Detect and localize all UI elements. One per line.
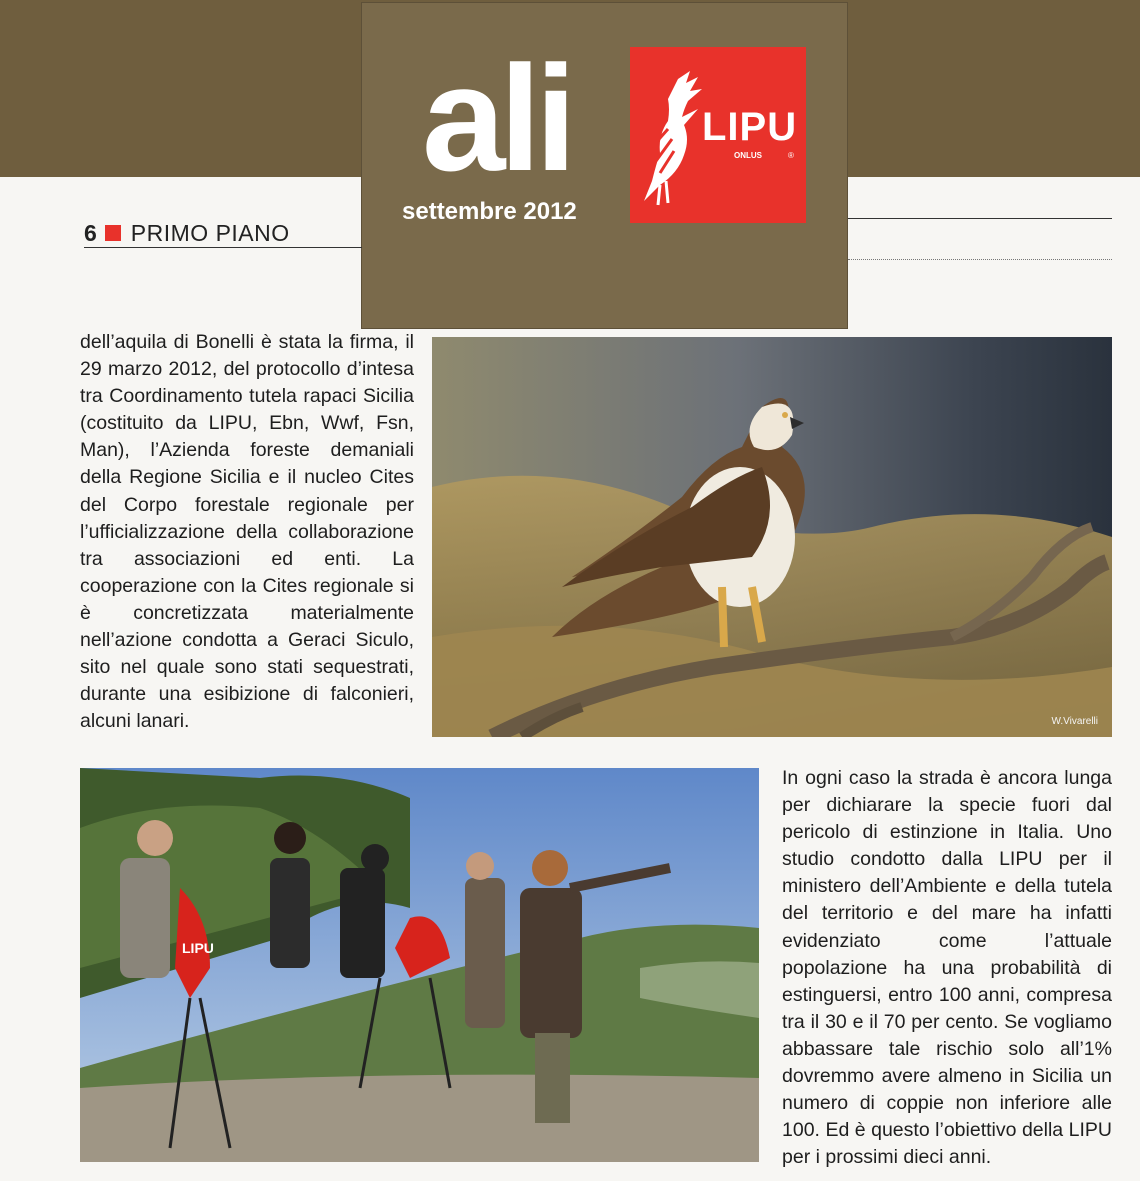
eagle-photo: [432, 337, 1112, 737]
registered-mark: ®: [788, 151, 794, 160]
masthead: [362, 3, 847, 328]
lipu-logo: [630, 47, 806, 223]
page-number: 6: [84, 219, 97, 246]
flag-text: LIPU: [182, 940, 214, 956]
header-rule-left: [84, 247, 362, 248]
article-column-1: [80, 329, 414, 735]
header-rule-right-dotted: [848, 259, 1112, 260]
eagle-illustration: [432, 337, 1112, 737]
logo-text: LIPU: [702, 105, 798, 149]
issue-date: settembre 2012: [402, 198, 577, 225]
article-paragraph: dell’aquila di Bonelli è stata la firma, il 29 marzo 2012, del protocollo d’intesa tra Coordinamento tutela rapaci Sicilia (costituito da LIPU, Ebn, Wwf, Fsn, Man), l’Azienda foreste demaniali della Regione Sicilia e il nucleo Cites del Corpo forestale regionale per l’ufficializzazione della collaborazione tra associazioni ed enti. La cooperazione con la Cites regionale si è concretizzata materialmente nell’azione condotta a Geraci Siculo, sito nel quale sono stati sequestrati, durante una esibizione di falconieri, alcuni lanari.: [80, 331, 414, 733]
red-square-icon: [105, 225, 121, 241]
section-header: [84, 220, 290, 246]
section-label: PRIMO PIANO: [130, 219, 290, 246]
photo-credit: W.Vivarelli: [1051, 716, 1098, 727]
magazine-title: ali: [422, 34, 571, 202]
article-paragraph: In ogni caso la strada è ancora lunga per dichiarare la specie fuori dal pericolo di estinzione in Italia. Uno studio condotto dalla LIPU per il ministero dell’Ambiente e della tutela del territorio e del mare ha infatti evidenziato come l’attuale popolazione ha una probabilità di estinguersi, entro 100 anni, compresa tra il 30 e il 70 per cento. Se vogliamo abbassare tale rischio solo all’1% dovremmo avere almeno in Sicilia un numero di coppie non inferiore alle 100. Ed è questo l’obiettivo della LIPU per i prossimi dieci anni.: [782, 767, 1112, 1169]
birdwatchers-photo: [80, 768, 759, 1162]
article-column-2: [782, 765, 1112, 1171]
birdwatchers-illustration: [80, 768, 759, 1162]
logo-subtext: ONLUS: [734, 151, 762, 160]
header-rule-right: [848, 218, 1112, 219]
hoopoe-icon: [638, 69, 708, 209]
